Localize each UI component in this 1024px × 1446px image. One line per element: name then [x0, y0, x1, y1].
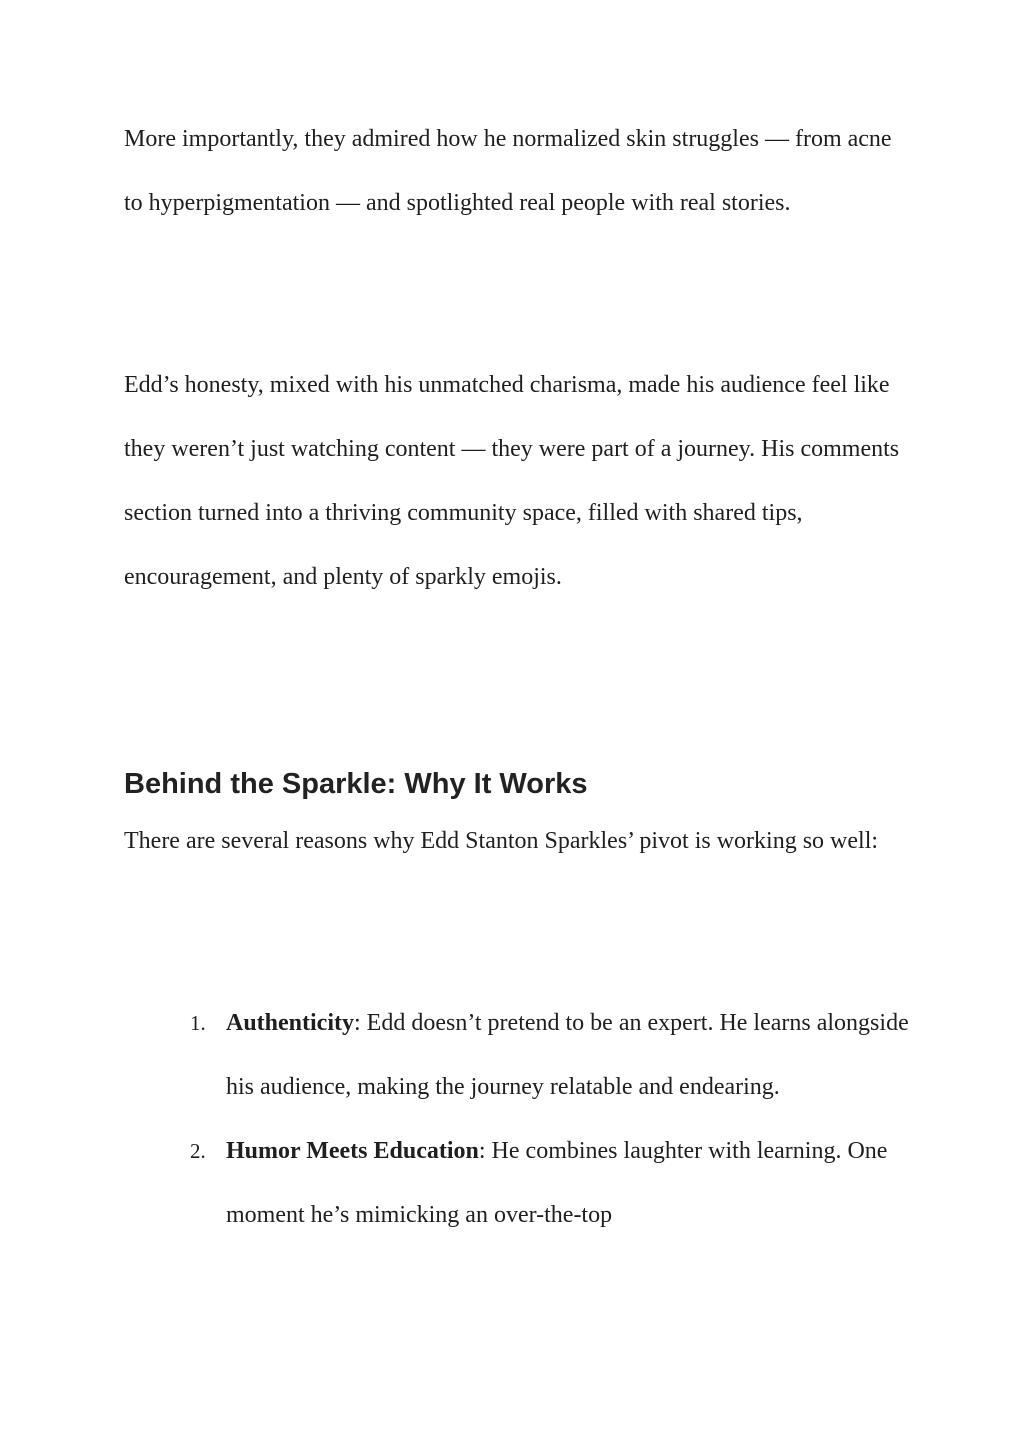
list-item-text: : He combines laughter with learning. One moment he’s mimicking an over-the-top	[226, 1138, 888, 1228]
paragraph-edd-honesty: Edd’s honesty, mixed with his unmatched charisma, made his audience feel like they weren’t just watching content — they were part of a journey. His comments section turned into a thriving community space, filled with shared tips, encouragement, and plenty of sparkly emojis.	[124, 372, 900, 590]
list-item-term: Authenticity	[226, 1010, 354, 1036]
list-item-number: 2.	[190, 1139, 206, 1163]
list-item	[124, 991, 916, 1119]
section-intro-paragraph: There are several reasons why Edd Stanton Sparkles’ pivot is working so well:	[124, 828, 879, 854]
list-item-term: Humor Meets Education	[226, 1138, 479, 1164]
paragraph-skin-struggles: More importantly, they admired how he normalized skin struggles — from acne to hyperpigmentation — and spotlighted real people with real stories.	[124, 126, 892, 216]
reasons-list	[124, 991, 914, 1247]
section-heading: Behind the Sparkle: Why It Works	[124, 768, 588, 800]
list-item-number: 1.	[190, 1011, 206, 1035]
list-item-text: : Edd doesn’t pretend to be an expert. He learns alongside his audience, making the journey relatable and endearing.	[226, 1010, 909, 1100]
list-item	[124, 1119, 916, 1247]
